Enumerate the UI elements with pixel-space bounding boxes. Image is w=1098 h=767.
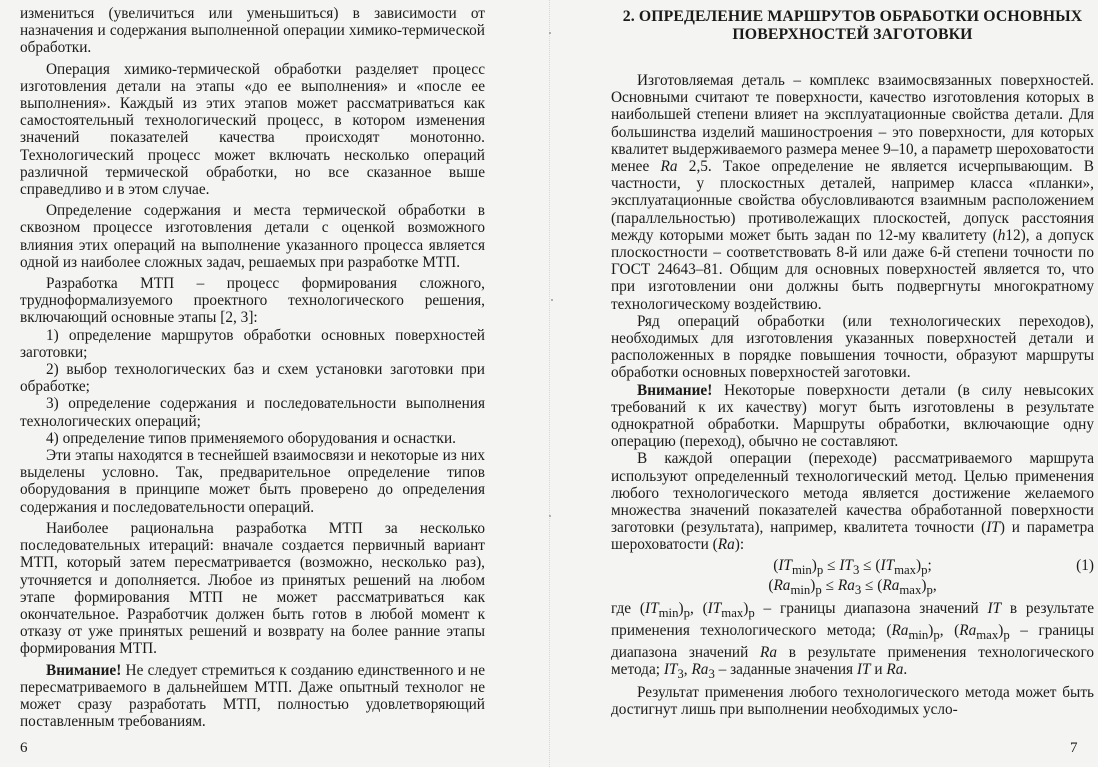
warning-text: Не следует стремиться к созданию единственного и не пересматриваемого в дальнейшем МТП. Даже опытный технолог не может сразу разработать МТП, полностью удовлетворяющий поставленным требованиям. [20,661,485,731]
paragraph: Эти этапы находятся в теснейшей взаимосвязи и некоторые из них выделены условно. Так, предварительное определение типов оборудования в принципе может быть проверено до определения содержания и последовательности операций. [20,447,485,516]
page-number: 7 [1070,740,1078,756]
warning-label: Внимание! [637,381,713,399]
right-text-column [611,8,1094,718]
warning-paragraph [20,662,485,731]
list-item: 1) определение маршрутов обработки основных поверхностей заготовки; [20,326,485,361]
paragraph: Ряд операций обработки (или технологических переходов), необходимых для изготовления указанных поверхностей детали и расположенных в порядке повышения точности, образуют маршруты обработки основных поверхностей заготовки. [611,312,1094,382]
heading-line: ПОВЕРХНОСТЕЙ ЗАГОТОВКИ [732,26,973,43]
warning-paragraph [611,382,1094,451]
page-number: 6 [20,740,28,756]
warning-label: Внимание! [46,661,122,679]
paragraph: Определение содержания и места термической обработки в сквозном процессе изготовления детали с оценкой возможного влияния этих операций на выполнение указанного процесса является одной из наиболее сложных задач, решаемых при разработке МТП. [20,202,485,271]
list-item: 3) определение содержания и последовательности выполнения технологических операций; [20,395,485,430]
formula-1 [611,556,1094,598]
paragraph: В каждой операции (переходе) рассматриваемого маршрута используют определенный технологический метод. Целью применения любого технологического метода является достижение желаемого множества значений показателей качества обработанной поверхности заготовки (результата), например, квалитета точности (IT) и параметра шероховатости (Ra): [611,450,1095,554]
section-heading [611,8,1094,44]
heading-line: 2. ОПРЕДЕЛЕНИЕ МАРШРУТОВ ОБРАБОТКИ ОСНОВНЫХ [622,8,1083,25]
equation-number: (1) [1076,556,1094,574]
paragraph: Наиболее рациональна разработка МТП за несколько последовательных итераций: вначале создается первичный вариант МТП, который затем пересматривается (возможно, несколько раз), уточняется и дополняется. Любое из принятых решений на любом этапе формирования МТП не может рассматриваться как окончательное. Разработчик должен быть готов в любой момент к отказу от уже принятых решений и возврату на более ранние этапы формирования МТП. [20,519,485,658]
right-page [549,0,1098,767]
paragraph: Изготовляемая деталь – комплекс взаимосвязанных поверхностей. Основными считают те поверхности, качество изготовления которых в наибольшей степени влияет на эксплуатационные свойства детали. Для большинства изделий машиностроения – это поверхности, для которых квалитет выдерживаемого размера менее 9–10, а параметр шероховатости менее Ra 2,5. Такое определение не является исчерпывающим. В частности, у плоскостных деталей, например класса «планки», эксплуатационные свойства обусловливаются взаимным расположением (параллельностью) противолежащих плоскостей, допуск расстояния между которыми может быть задан по 12-му квалитету (h12), а допуск плоскостности – соответствовать 8-й или даже 6-й степени точности по ГОСТ 24643–81. Общим для основных поверхностей является то, что при изготовлении они должны быть подвергнуты многократному технологическому воздействию. [611,72,1094,313]
formula-explanation: где $(IT_{min})_p$, $(IT_{max})_p$ – границы диапазона значений IT в результате применения технологического метода; $(Ra_{min})_p$, $(Ra_{max})_p$ – границы диапазона значений Ra в результате применения технологического метода; $IT_3$, $Ra_3$ – заданные значения IT и Ra. [611,599,1095,682]
list-item: 2) выбор технологических баз и схем установки заготовки при обработке; [20,361,485,396]
list-item: 4) определение типов применяемого оборудования и оснастки. [46,429,456,447]
paragraph: Операция химико-термической обработки разделяет процесс изготовления детали на этапы «до ее выполнения» и «после ее выполнения». Каждый из этих этапов может рассматриваться как самостоятельный технологический процесс, в котором изменения значений показателей качества происходят монотонно. Технологический процесс может включать несколько операций различной термической обработки, но все сказанное выше справедливо и в этом случае. [20,60,485,199]
formula-line-ra: $(Ra_{min})_p \le Ra_3 \le (Ra_{max})_p$, [768,576,937,597]
paragraph: Разработка МТП – процесс формирования сложного, трудноформализуемого проектного технологического решения, включающий основные этапы [2, 3]: [20,275,485,327]
paragraph: измениться (увеличиться или уменьшиться) в зависимости от назначения и содержания выполненной операции химико-термической обработки. [20,5,485,57]
paragraph: Результат применения любого технологического метода может быть достигнут лишь при выполнении необходимых усло- [611,683,1094,718]
formula-line-it: $(IT_{min})_p \le IT_3 \le (IT_{max})_p$; [773,556,932,577]
left-text-column [20,5,485,730]
warning-text: Некоторые поверхности детали (в силу невысоких требований к их качеству) могут быть изготовлены в результате однократной обработки. Маршруты обработки, включающие одну операцию (переход), обычно не составляют. [611,381,1094,451]
